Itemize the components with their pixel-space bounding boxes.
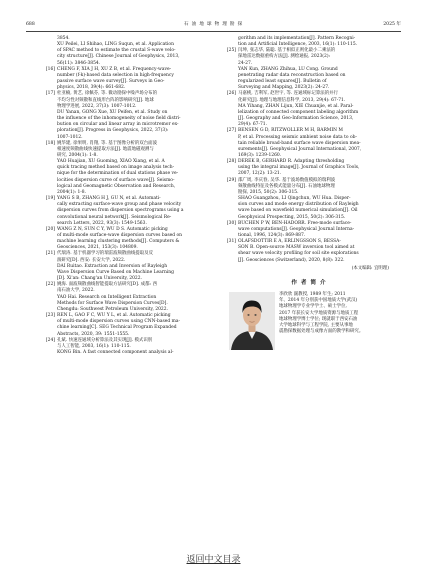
reference-line: [J]. Geography and Geo-Information Science, 2013, [238, 116, 354, 122]
bio-line: 年、2014 年分别获中国地质大学(武汉) [279, 298, 358, 304]
reference-line: lelization of connected component labeling algorithm [238, 109, 359, 115]
reference-item [221, 221, 397, 239]
header-rule [26, 31, 401, 32]
reference-item [40, 227, 212, 252]
editor-note: (本文编辑: 宜明理) [351, 265, 389, 271]
author-bio-text [279, 292, 397, 335]
reference-line: 169(3): 1239-1260. [238, 152, 282, 158]
back-to-contents-link[interactable]: 返回中文目录 [186, 555, 241, 565]
reference-line: nique for the determination of dual stations phase ve- [57, 171, 179, 177]
reference-item [40, 91, 212, 140]
reference-line: 56(11): 3846-3854. [57, 60, 101, 66]
reference-line: bution on circular and linear array in microtremor ex- [57, 122, 179, 128]
reference-line: XU Peilei, LI Shihao, LING Suqun, et al. Application [57, 42, 174, 48]
reference-line: YANG S B, ZHANG H J, GU N, et al. Automati- [57, 196, 161, 202]
reference-line: 马嘉桃, 吉利军, 赵世宇, 等. 连通域标记算法的并行 [238, 91, 339, 97]
reference-item [221, 48, 397, 91]
reference-number: [16] [45, 66, 55, 72]
reference-line: REN L, GAO F C, WU Y L, et al. Automatic picking [57, 313, 171, 319]
reference-number: [18] [45, 140, 55, 146]
reference-line: CHENG F, XIA J H, XU Z B, et al. Frequency-wave- [57, 66, 172, 72]
bio-line: 李欣欣 副教授, 1989 年生; 2011 [279, 292, 346, 298]
reference-item [40, 251, 212, 282]
reference-line: 2007, 12(2): 13-21. [238, 171, 282, 177]
reference-line: 孔斌. 快速连通域分析算法及其实现[J]. 模式识别 [57, 337, 153, 343]
bio-line: 震勘探数据处理与成像方面的教学和研究。 [279, 329, 364, 335]
reference-list [221, 48, 397, 263]
reference-line: 代瑞涛. 基于机器学习的瑞雷波频散曲线提取及反 [57, 251, 154, 257]
reference-number: [19] [45, 196, 55, 202]
reference-line: search Letters, 2022, 93(3): 1549-1563. [57, 220, 147, 226]
reference-line: 化研究[J]. 地理与地理信息科学, 2013, 29(4): 67-71. [238, 97, 346, 103]
reference-line: [J]. Geosciences (Switzerland), 2020, 8(8): 322. [238, 257, 345, 263]
reference-line: 姚华建, 徐果明, 肖翔, 等. 基于图像分析的双台面波 [57, 140, 158, 146]
reference-line: machine learning clustering methods[J]. Computers & [57, 239, 180, 245]
reference-line: quick tracing method based on image analysis tech- [57, 165, 175, 171]
reference-line: 勘探, 2015, 50(2): 306-315. [238, 189, 299, 195]
reference-line: 研究, 2004(1): 1-8. [57, 152, 98, 158]
reference-line: Geosciences, 2021, 153(3): 104809. [57, 245, 138, 251]
reference-line: 闫坤, 张志华, 陆聪. 基于相似正则化最小二乘法的 [238, 48, 336, 54]
reference-line: gorithm and its implementation[J]. Pattern Recogni- [238, 36, 356, 41]
bio-line: 地球物理学专业学学士、硕士学位, [279, 304, 347, 310]
reference-number: [26] [226, 91, 236, 97]
reference-number: [29] [226, 177, 236, 183]
reference-line: tain reliable broad-band surface wave dispersion mea- [238, 140, 361, 146]
reference-line: P, et al. Processing seismic ambient noise data to ob- [238, 134, 357, 140]
reference-line: shear wave velocity profiling for soil site explorations [238, 251, 359, 257]
reference-line: tional, 1996, 124(3): 869-887. [238, 233, 306, 238]
reference-line: SHAO Guangzhou, LI Qingchun, WU Hua. Disper- [238, 196, 351, 202]
reference-item [40, 313, 212, 338]
reference-line: 探地雷达数据重构方法[J]. 测绘通报, 2023(2): [238, 54, 331, 60]
reference-item [40, 338, 212, 356]
bio-line: 地球物理学博士学位; 现就职于西安石油 [279, 316, 358, 322]
reference-number: [31] [226, 239, 236, 245]
reference-line: 邵广周, 李庆春, 吴华. 基于波场数值模拟的瑞利波 [238, 177, 336, 183]
reference-item [40, 282, 212, 313]
reference-line: SON B. Open-source MASW inversion tool aimed at [238, 245, 355, 251]
bio-line: 2017 年获长安大学地质资源与地质工程 [279, 310, 359, 316]
reference-item [221, 159, 397, 177]
reference-line: Chengdu: Southwest Petroleum University, 2022. [57, 306, 168, 312]
reference-line: 不均匀性对频散和直线形台阵的影响研究[J]. 地球 [57, 97, 154, 103]
reference-line: passive surface wave survey[J]. Surveys in Geo- [57, 79, 165, 85]
reference-number: [25] [226, 48, 236, 54]
reference-line: 24-27. [238, 60, 253, 66]
reference-line: OLAFSDOTTIR E A, ERLINGSSON S, BESSA- [238, 239, 341, 245]
reference-item [40, 196, 212, 227]
reference-line: KONG Bin. A fast connected component analysis al- [57, 349, 174, 355]
reference-line: MA Yihang, ZHAN Lijun, XIE Chuanjie, et al. Paral- [238, 103, 354, 109]
reference-line: number (f-k)-based data selection in high-frequency [57, 72, 174, 78]
reference-line: Geophysical Prospecting, 2015, 50(2): 306-315. [238, 214, 346, 220]
reference-line: BENSEN G D, RITZWOLLER M H, BARMIN M [238, 128, 343, 134]
reference-line: BUCHEN P W, BEN-HADORR. Free-mode surface- [238, 220, 352, 226]
reference-line: dispersion curves from dispersion spectrograms using a [57, 208, 184, 214]
reference-item [221, 178, 397, 221]
right-column [221, 36, 397, 358]
reference-line: physics, 2018, 39(4): 661-682. [57, 85, 126, 91]
bio-line: 大学地球科学与工程学院, 主要从事地 [279, 322, 353, 328]
running-header [26, 20, 401, 30]
reference-line: Methods for Surface Wave Dispersion Curves[D]. [57, 300, 168, 306]
reference-line: ploration[J]. Progress in Geophysics, 2022, 37(3): [57, 128, 169, 134]
left-column [40, 36, 212, 356]
reference-line: logical and Geomagnetic Observation and Research, [57, 183, 176, 189]
author-photo [229, 292, 275, 350]
reference-line: 南石油大学, 2022. [57, 288, 95, 294]
reference-line: cally extracting surface-wave group and phase velocity [57, 202, 182, 208]
author-bio-heading: 作 者 简 介 [291, 279, 327, 286]
reference-line: using the integral image[J]. Journal of Graphics Tools, [238, 165, 360, 171]
reference-line: 1007-1012. [57, 134, 83, 140]
reference-line: surements[J]. Geophysical Journal International, 2007, [238, 146, 362, 152]
reference-line: wave based on wavefield numerical simulation[J]. Oil [238, 208, 358, 214]
reference-line: DAI Ruitao. Extraction and Inversion of Rayleigh [57, 263, 168, 269]
reference-line: convolutional neural network[J]. Seismological Re- [57, 214, 172, 220]
reference-number: [23] [45, 313, 55, 319]
author-portrait-image [229, 292, 275, 350]
reference-number: [24] [45, 337, 55, 343]
reference-number: [27] [226, 128, 236, 134]
reference-number: [28] [226, 159, 236, 165]
reference-line: the influence of the inhomogeneity of noise field distri- [57, 116, 181, 122]
reference-line: 频散曲线特征及各模式能量分布[J]. 石油地球物理 [238, 183, 335, 189]
reference-line: city structure[J]. Chinese Journal of Geophysics, 2013, [57, 54, 180, 60]
reference-line: 杜亚楠, 黄艺, 徐佩芬, 等. 微动勘探中噪声场分布的 [57, 91, 158, 97]
reference-line: 演研究[D]. 西安: 长安大学, 2022. [57, 257, 126, 263]
reference-line: YAN Kun, ZHANG Zhihua, LU Cong. Ground [238, 66, 338, 72]
reference-line: 姚海. 面波频散曲线智能提取方法研究[D]. 成都: 西 [57, 282, 157, 288]
reference-line: penetrating radar data reconstruction based on [238, 72, 346, 78]
reference-continuation [221, 36, 397, 48]
reference-item [221, 239, 397, 264]
reference-item [221, 91, 397, 128]
reference-line: Abstracts, 2020, 39: 1551-1555. [57, 331, 130, 337]
author-bio [221, 292, 397, 358]
reference-continuation [40, 36, 212, 67]
reference-line: 物理学进展, 2022, 37(3): 1007-1012. [57, 103, 137, 109]
reference-line: tion and Artificial Intelligence, 2003, 16(1): 110-115. [238, 42, 358, 48]
reference-line: of multi-mode surface-wave dispersion curves based on [57, 233, 183, 238]
reference-line: 3854. [57, 36, 70, 41]
reference-line: YAO Huajian, XU Guoming, XIAO Xiang, et al. A [57, 159, 165, 165]
reference-number: [21] [45, 251, 55, 257]
reference-line: chine learning[C]. SEG Technical Program Expanded [57, 325, 177, 331]
reference-item [40, 67, 212, 92]
reference-item [221, 128, 397, 159]
publication-year: 2025 年 [383, 22, 401, 27]
reference-number: [30] [226, 220, 236, 226]
reference-line: of multi-mode dispersion curves using CNN-based ma- [57, 319, 181, 325]
reference-line: wave computations[J]. Geophysical Journal Interna- [238, 226, 355, 232]
reference-line: DEREK B, GERHARD R. Adapting thresholding [238, 159, 345, 165]
reference-number: [20] [45, 226, 55, 232]
reference-number: [17] [45, 91, 55, 97]
reference-list [40, 67, 212, 356]
reference-line: Surveying and Mapping, 2023(2): 24-27. [238, 85, 330, 91]
reference-line: Wave Dispersion Curve Based on Machine Learning [57, 269, 174, 275]
reference-line: 2004(1): 1-8. [57, 189, 87, 195]
reference-line: sion curves and mode energy distribution of Rayleigh [238, 202, 359, 208]
reference-line: YAO Hai. Research on Intelligent Extraction [57, 294, 157, 300]
reference-line: WANG Z N, SUN C Y, WU D S. Automatic picking [57, 226, 168, 232]
reference-line: locities dispersion curve of surface wave[J]. Seismo- [57, 177, 175, 183]
reference-line: 29(4): 67-71. [238, 122, 268, 128]
reference-line: 相速度频散曲线快速提取方法[J]. 地震地磁观测与 [57, 146, 154, 152]
reference-number: [22] [45, 282, 55, 288]
reference-line: of SPAC method to estimate the crustal S-wave velo- [57, 48, 176, 54]
page-number: 688 [26, 22, 35, 27]
reference-line: regularized least squares[J]. Bulletin of [238, 79, 327, 85]
reference-line: DU Yanan, GONG Xue, XU Peifen, et al. Study on [57, 109, 168, 115]
reference-line: [D]. Xi'an: Chang'an University, 2022. [57, 276, 142, 282]
reference-line: 与人工智能, 2003, 16(1): 110-115. [57, 343, 131, 349]
reference-item [40, 141, 212, 196]
journal-title: 石 油 地 球 物 理 勘 探 [184, 22, 243, 27]
